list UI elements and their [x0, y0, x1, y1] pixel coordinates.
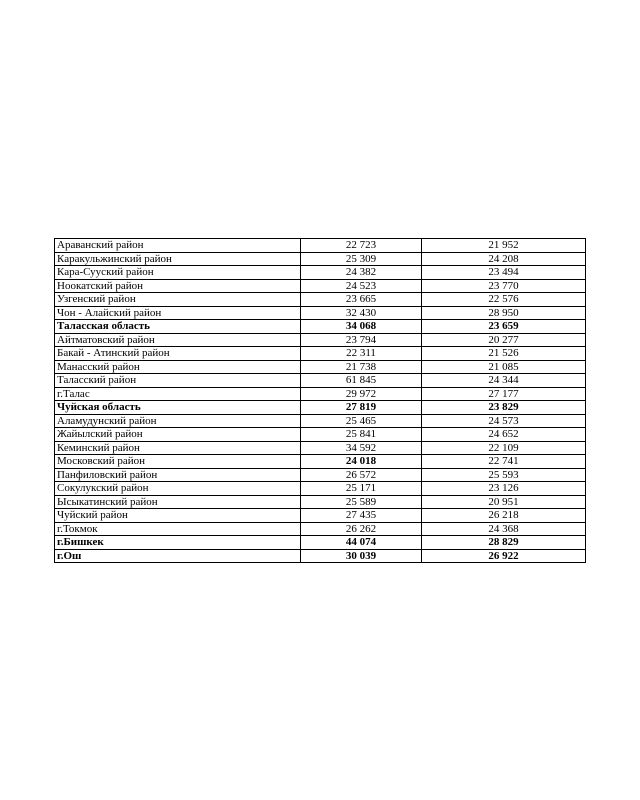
region-name-cell: Араванский район: [55, 239, 301, 253]
region-name-cell: Чон - Алайский район: [55, 306, 301, 320]
value-column-2-cell: 20 277: [422, 333, 586, 347]
value-column-1-cell: 34 592: [301, 441, 422, 455]
region-name-cell: г.Токмок: [55, 522, 301, 536]
region-name-cell: г.Талас: [55, 387, 301, 401]
region-name-cell: Сокулукский район: [55, 482, 301, 496]
value-column-2-cell: 23 126: [422, 482, 586, 496]
value-column-1-cell: 34 068: [301, 320, 422, 334]
value-column-2-cell: 20 951: [422, 495, 586, 509]
value-column-1-cell: 21 738: [301, 360, 422, 374]
table-row: [55, 374, 586, 388]
table-row: [55, 279, 586, 293]
region-name-cell: Чуйский район: [55, 509, 301, 523]
region-name-cell: Чуйская область: [55, 401, 301, 415]
value-column-2-cell: 24 368: [422, 522, 586, 536]
region-name-cell: г.Ош: [55, 549, 301, 563]
value-column-2-cell: 21 952: [422, 239, 586, 253]
region-name-cell: Ысыкатинский район: [55, 495, 301, 509]
value-column-1-cell: 27 819: [301, 401, 422, 415]
table-body: [55, 239, 586, 563]
region-name-cell: Каракульжинский район: [55, 252, 301, 266]
value-column-2-cell: 23 829: [422, 401, 586, 415]
value-column-2-cell: 28 829: [422, 536, 586, 550]
table-row: [55, 387, 586, 401]
region-name-cell: Таласский район: [55, 374, 301, 388]
value-column-1-cell: 25 841: [301, 428, 422, 442]
value-column-1-cell: 25 465: [301, 414, 422, 428]
value-column-1-cell: 24 382: [301, 266, 422, 280]
value-column-1-cell: 25 589: [301, 495, 422, 509]
table-row: [55, 333, 586, 347]
region-data-table: [54, 238, 586, 563]
value-column-2-cell: 26 922: [422, 549, 586, 563]
value-column-1-cell: 25 171: [301, 482, 422, 496]
value-column-2-cell: 24 652: [422, 428, 586, 442]
table-row: [55, 522, 586, 536]
table-row: [55, 266, 586, 280]
value-column-2-cell: 25 593: [422, 468, 586, 482]
table-row: [55, 239, 586, 253]
region-name-cell: Московский район: [55, 455, 301, 469]
table-row: [55, 455, 586, 469]
value-column-1-cell: 26 262: [301, 522, 422, 536]
value-column-1-cell: 30 039: [301, 549, 422, 563]
region-name-cell: Айтматовский район: [55, 333, 301, 347]
region-name-cell: Бакай - Атинский район: [55, 347, 301, 361]
value-column-1-cell: 26 572: [301, 468, 422, 482]
value-column-1-cell: 24 018: [301, 455, 422, 469]
value-column-2-cell: 22 576: [422, 293, 586, 307]
table-row: [55, 495, 586, 509]
table-row: [55, 509, 586, 523]
value-column-1-cell: 61 845: [301, 374, 422, 388]
table-row: [55, 468, 586, 482]
table-row: [55, 482, 586, 496]
table-row: [55, 347, 586, 361]
value-column-2-cell: 23 770: [422, 279, 586, 293]
value-column-2-cell: 26 218: [422, 509, 586, 523]
region-name-cell: Таласская область: [55, 320, 301, 334]
value-column-1-cell: 27 435: [301, 509, 422, 523]
value-column-2-cell: 24 208: [422, 252, 586, 266]
region-name-cell: Аламудунский район: [55, 414, 301, 428]
region-name-cell: Кара-Сууский район: [55, 266, 301, 280]
value-column-1-cell: 24 523: [301, 279, 422, 293]
value-column-1-cell: 32 430: [301, 306, 422, 320]
value-column-1-cell: 22 311: [301, 347, 422, 361]
table-row: [55, 549, 586, 563]
region-name-cell: Панфиловский район: [55, 468, 301, 482]
region-name-cell: Жайылский район: [55, 428, 301, 442]
value-column-2-cell: 24 573: [422, 414, 586, 428]
table-row: [55, 441, 586, 455]
value-column-2-cell: 23 494: [422, 266, 586, 280]
value-column-1-cell: 44 074: [301, 536, 422, 550]
table-row: [55, 401, 586, 415]
table-row: [55, 360, 586, 374]
table-row: [55, 252, 586, 266]
table-row: [55, 428, 586, 442]
value-column-2-cell: 21 526: [422, 347, 586, 361]
value-column-2-cell: 28 950: [422, 306, 586, 320]
region-name-cell: Узгенский район: [55, 293, 301, 307]
table-row: [55, 414, 586, 428]
region-name-cell: Ноокатский район: [55, 279, 301, 293]
table-row: [55, 293, 586, 307]
table-row: [55, 320, 586, 334]
value-column-1-cell: 22 723: [301, 239, 422, 253]
value-column-2-cell: 24 344: [422, 374, 586, 388]
value-column-2-cell: 23 659: [422, 320, 586, 334]
table-row: [55, 536, 586, 550]
value-column-2-cell: 27 177: [422, 387, 586, 401]
table-row: [55, 306, 586, 320]
region-name-cell: г.Бишкек: [55, 536, 301, 550]
value-column-1-cell: 23 794: [301, 333, 422, 347]
region-name-cell: Кеминский район: [55, 441, 301, 455]
value-column-1-cell: 25 309: [301, 252, 422, 266]
value-column-2-cell: 21 085: [422, 360, 586, 374]
value-column-1-cell: 23 665: [301, 293, 422, 307]
value-column-2-cell: 22 741: [422, 455, 586, 469]
value-column-2-cell: 22 109: [422, 441, 586, 455]
region-name-cell: Манасский район: [55, 360, 301, 374]
value-column-1-cell: 29 972: [301, 387, 422, 401]
